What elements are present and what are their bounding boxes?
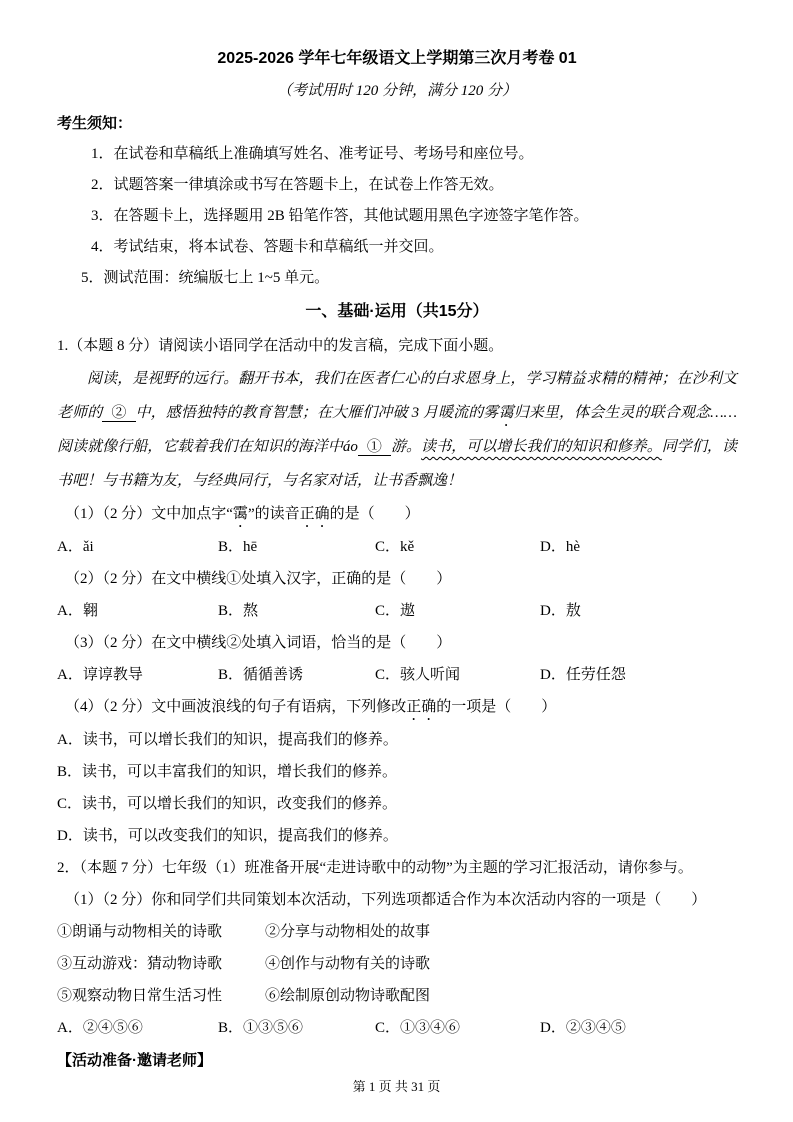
q1-sub3-option-b: B．循循善诱 xyxy=(218,667,304,683)
q1-sub4-option-d: D．读书，可以改变我们的知识，提高我们的修养。 xyxy=(57,828,398,844)
q1-sub2-options xyxy=(57,595,737,627)
q1-sub1-option-c: C．kě xyxy=(375,539,415,555)
notice-heading: 考生须知： xyxy=(57,115,133,132)
q1-sub3-option-d: D．任劳任怨 xyxy=(540,667,626,683)
q1-sub1-stem-mid: ”的读音 xyxy=(247,506,300,522)
q1-sub2-stem: （2）（2 分）在文中横线①处填入汉字，正确的是（ ） xyxy=(65,571,452,587)
q1-sub4-emphasis: 正确 xyxy=(406,699,437,715)
q1-sub3-stem: （3）（2 分）在文中横线②处填入词语，恰当的是（ ） xyxy=(65,635,452,651)
q1-sub4-stem-suffix: 的一项是（ ） xyxy=(436,699,557,715)
q1-sub1-stem-prefix: （1）（2 分）文中加点字“ xyxy=(65,506,233,522)
q1-sub2-option-c: C．遨 xyxy=(375,603,416,619)
q1-sub4-option-b: B．读书，可以丰富我们的知识，增长我们的修养。 xyxy=(57,764,398,780)
passage-wavy-sentence: 读书，可以增长我们的知识和修养。 xyxy=(421,439,662,455)
q2-activity-item-4: ④创作与动物有关的诗歌 xyxy=(265,956,431,972)
q1-sub3-option-a: A．谆谆教导 xyxy=(57,667,143,683)
q1-sub1-option-b: B．hē xyxy=(218,539,258,555)
q2-sub1-options xyxy=(57,1012,737,1044)
notice-item-3: 3．在答题卡上，选择题用 2B 铅笔作答，其他试题用黑色字迹签字笔作答。 xyxy=(91,208,589,224)
q2-sub1-option-b: B．①③⑤⑥ xyxy=(218,1020,304,1036)
passage-seg-3: 归来里，体会生灵的联合观念……阅读就像行船，它载着我们在知识的海洋中áo xyxy=(57,405,737,455)
q1-sub1-option-a: A．ǎi xyxy=(57,539,94,555)
q1-sub3-options xyxy=(57,659,737,691)
q2-activity-item-5: ⑤观察动物日常生活习性 xyxy=(57,988,223,1004)
q1-sub4-stem-prefix: （4）（2 分）文中画波浪线的句子有语病，下列修改 xyxy=(65,699,407,715)
q1-sub4-stem xyxy=(57,691,737,724)
passage-blank-1: ① xyxy=(358,439,391,456)
q1-sub1-option-d: D．hè xyxy=(540,539,580,555)
q1-sub1-stem-suffix: 的是（ ） xyxy=(329,506,420,522)
q2-stem: 2．（本题 7 分）七年级（1）班准备开展“走进诗歌中的动物”为主题的学习汇报活动，请你参与。 xyxy=(57,860,693,876)
passage-seg-4: 游。 xyxy=(390,439,422,455)
q2-activity-row-1 xyxy=(57,916,737,948)
section-heading: 一、基础·运用（共15分） xyxy=(305,303,489,320)
page-footer: 第 1 页 共 31 页 xyxy=(352,1079,441,1094)
passage-dotted-char: 霭 xyxy=(498,405,514,421)
notice-item-4: 4．考试结束，将本试卷、答题卡和草稿纸一并交回。 xyxy=(91,239,444,255)
q1-sub2-option-b: B．熬 xyxy=(218,603,259,619)
q1-passage xyxy=(57,362,737,498)
q2-activity-item-1: ①朗诵与动物相关的诗歌 xyxy=(57,924,223,940)
notice-item-1: 1．在试卷和草稿纸上准确填写姓名、准考证号、考场号和座位号。 xyxy=(91,146,534,162)
notice-item-5: 5．测试范围：统编版七上 1~5 单元。 xyxy=(81,270,330,286)
q2-activity-row-2 xyxy=(57,948,737,980)
q2-activity-item-6: ⑥绘制原创动物诗歌配图 xyxy=(265,988,431,1004)
q1-sub2-option-d: D．敖 xyxy=(540,603,581,619)
q1-sub3-option-c: C．骇人听闻 xyxy=(375,667,461,683)
q1-sub4-option-c: C．读书，可以增长我们的知识，改变我们的修养。 xyxy=(57,796,398,812)
q1-stem: 1.（本题 8 分）请阅读小语同学在活动中的发言稿，完成下面小题。 xyxy=(57,338,504,354)
q2-sub1-option-a: A．②④⑤⑥ xyxy=(57,1020,143,1036)
q1-sub1-emphasis: 正确 xyxy=(299,506,330,522)
notice-item-2: 2．试题答案一律填涂或书写在答题卡上，在试卷上作答无效。 xyxy=(91,177,504,193)
q2-activity-item-2: ②分享与动物相处的故事 xyxy=(265,924,431,940)
passage-blank-2: ② xyxy=(102,405,135,422)
q2-sub1-stem: （1）（2 分）你和同学们共同策划本次活动，下列选项都适合作为本次活动内容的一项是（ ） xyxy=(65,892,707,908)
q2-sub1-option-d: D．②③④⑤ xyxy=(540,1020,626,1036)
page-subtitle: （考试用时 120 分钟，满分 120 分） xyxy=(276,83,517,99)
activity-bracket-heading: 【活动准备·邀请老师】 xyxy=(57,1052,212,1069)
q1-sub4-option-a: A．读书，可以增长我们的知识，提高我们的修养。 xyxy=(57,732,398,748)
passage-seg-1: 阅读，是视野的远行。翻开书本，我们在医者仁心的白求恩身上，学习精益求精的精神；在沙利文老师的 xyxy=(57,371,737,421)
q2-activity-row-3 xyxy=(57,980,737,1012)
q2-sub1-option-c: C．①③④⑥ xyxy=(375,1020,461,1036)
q1-sub2-option-a: A．翱 xyxy=(57,603,98,619)
q1-sub1-options xyxy=(57,531,737,563)
q2-activity-item-3: ③互动游戏：猜动物诗歌 xyxy=(57,956,223,972)
passage-seg-5: 同学们，读书吧！与书籍为友，与经典同行，与名家对话，让书香飘逸！ xyxy=(57,439,737,489)
q1-sub1-stem xyxy=(57,498,737,531)
passage-seg-2: 中，感悟独特的教育智慧；在大雁们冲破 3 月暖流的雾 xyxy=(135,405,499,421)
q1-sub1-dotted-char: 霭 xyxy=(232,506,248,522)
page-title: 2025-2026 学年七年级语文上学期第三次月考卷 01 xyxy=(217,50,577,67)
